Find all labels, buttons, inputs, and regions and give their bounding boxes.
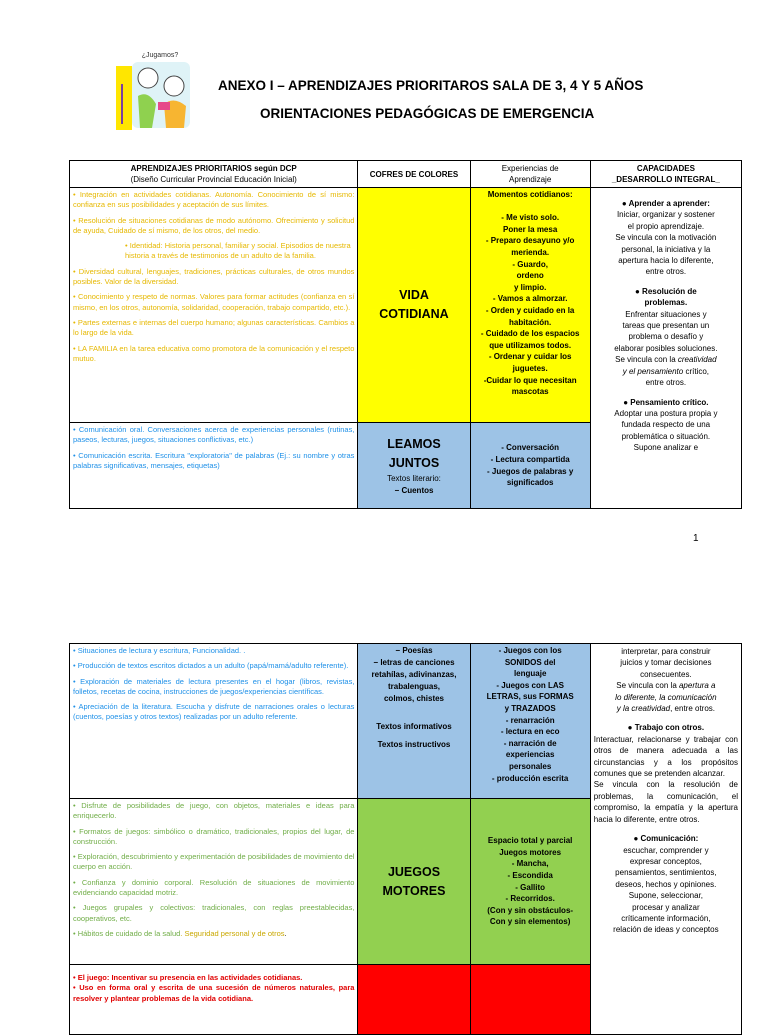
experiencias-leamos: - Conversación - Lectura compartida - Juegos de palabras y significados	[470, 423, 590, 509]
table-page-1	[69, 160, 742, 509]
document-title: ANEXO I – APRENDIZAJES PRIORITAROS SALA DE 3, 4 Y 5 AÑOS	[218, 78, 644, 93]
list-item: • Partes externas e internas del cuerpo humano; algunas características. Cambios a lo largo de la vida.	[73, 317, 355, 338]
col-header-cofres: COFRES DE COLORES	[358, 161, 470, 188]
experiencias-matematica	[470, 965, 590, 1035]
experiencias-leamos2: - Juegos con los SONIDOS del lenguaje - Juegos con LAS LETRAS, sus FORMAS y TRAZADOS - renarración - lectura en eco - narración de experiencias personales - producción escrita	[470, 644, 590, 799]
list-item: • Apreciación de la literatura. Escucha y disfrute de narraciones orales o lecturas (cuentos, poesías y otros textos) realizadas por un adulto referente.	[73, 702, 355, 722]
list-item: • Exploración, descubrimiento y experimentación de posibilidades de movimiento del cuerpo en acción.	[73, 852, 355, 872]
table-header-row	[70, 161, 742, 188]
cofre-juegos-motores: JUEGOS MOTORES	[358, 799, 470, 965]
document-subtitle: ORIENTACIONES PEDAGÓGICAS DE EMERGENCIA	[260, 106, 595, 121]
list-item: • Integración en actividades cotidianas. Autonomía. Conocimiento de sí mismo: confianza en sus posibilidades y aceptación de sus límites.	[73, 190, 355, 210]
aprendizajes-leamos-list	[70, 423, 358, 509]
capacidades-page-1: ● Aprender a aprender: Iniciar, organizar y sostener el propio aprendizaje. Se vincula con la motivación personal, la iniciativa y la apertura hacia lo diferente, entre otros. ● Resolución de problemas. Enfrentar situaciones y tareas que presentan un problema o desafío y elaborar posibles soluciones. Se vincula con la creatividad y el pensamiento crítico, entre otros. ● Pensamiento crítico. Adoptar una postura propia y fundada respecto de una problemática o situación. Supone analizar e	[590, 188, 741, 509]
experiencias-juegos: Espacio total y parcial Juegos motores - Mancha, - Escondida - Gallito - Recorridos. (Con y sin obstáculos- Con y sin elementos)	[470, 799, 590, 965]
list-item: • Resolución de situaciones cotidianas de modo autónomo. Ofrecimiento y solicitud de ayuda, Cuidado de sí mismo, de los otros, del medio.	[73, 215, 355, 235]
col-header-aprendizajes: APRENDIZAJES PRIORITARIOS según DCP (Diseño Curricular Provincial Educación Inicial)	[70, 161, 358, 188]
cofre-leamos-juntos: LEAMOS JUNTOS Textos literario: − Cuentos	[358, 423, 470, 509]
page-number: 1	[693, 533, 699, 544]
list-item: • Comunicación oral. Conversaciones acerca de experiencias personales (rutinas, paseos, lecturas, juegos, situaciones conflictivas, etc.)	[73, 425, 355, 445]
aprendizajes-juegos-list	[70, 799, 358, 965]
svg-text:¿Jugamos?: ¿Jugamos?	[141, 52, 179, 59]
list-item: • Exploración de materiales de lectura presentes en el hogar (libros, revistas, folletos, recetas de cocina, instrucciones de juegos/experiencias científicas.	[73, 676, 355, 696]
capacidades-page-2: interpretar, para construir juicios y tomar decisiones consecuentes. Se vincula con la apertura a lo diferente, la comunicación y la creatividad, entre otros. ● Trabajo con otros. Interactuar, relacionarse y trabajar con otros de manera adecuada a las circunstancias y a los propósitos comunes que se pretenden alcanzar. Se vincula con la resolución de problemas, la comunicación, el compromiso, la empatía y la apertura hacia lo diferente, entre otros. ● Comunicación: escuchar, comprender y expresar conceptos, pensamientos, sentimientos, deseos, hechos y opiniones. Supone, seleccionar, procesar y analizar críticamente información, relación de ideas y conceptos	[590, 644, 741, 1035]
list-item: • Uso en forma oral y escrita de una sucesión de números naturales, para resolver y plantear problemas de la vida cotidiana.	[73, 983, 355, 1003]
aprendizajes-mate-list	[70, 965, 358, 1035]
col-header-capacidades: CAPACIDADES _DESARROLLO INTEGRAL_	[590, 161, 741, 188]
cofre-matematica	[358, 965, 470, 1035]
list-item: • Producción de textos escritos dictados a un adulto (papá/mamá/adulto referente).	[73, 661, 349, 671]
list-item: • Formatos de juegos: simbólico o dramático, tradicionales, propios del lugar, de construcción.	[73, 826, 355, 846]
aprendizajes-vida-list	[70, 188, 358, 423]
cofre-vida-cotidiana: VIDA COTIDIANA	[358, 188, 470, 423]
list-item: • Situaciones de lectura y escritura, Funcionalidad. .	[73, 646, 246, 655]
experiencias-vida: Momentos cotidianos: - Me visto solo. Poner la mesa - Preparo desayuno y/o merienda. - Guardo, ordeno y limpio. - Vamos a almorzar. - Orden y cuidado en la habitación. - Cuidado de los espacios que utilizamos todos. - Ordenar y cuidar los juguetes. -Cuidar lo que necesitan mascotas	[470, 188, 590, 423]
table-row-leamos-cont	[70, 644, 742, 799]
list-item: • LA FAMILIA en la tarea educativa como promotora de la comunicación y el respeto mutuo.	[73, 343, 355, 363]
cofre-leamos-textos: − Poesías − letras de canciones retahílas, adivinanzas, trabalenguas, colmos, chistes Textos informativos Textos instructivos	[358, 644, 470, 799]
col-header-experiencias: Experiencias de Aprendizaje	[470, 161, 590, 188]
list-item: • Conocimiento y respeto de normas. Valores para formar actitudes (confianza en sí mismo, en los otros, autonomía, solidaridad, cooperación, trabajo compartido, etc.).	[73, 292, 355, 312]
list-item: • Identidad: Historia personal, familiar y social. Episodios de nuestra historia a través de testimonios de un adulto de la familia.	[125, 241, 351, 261]
list-item: • Diversidad cultural, lenguajes, tradiciones, prácticas culturales, de otros mundos posibles. Valor de la diversidad.	[73, 266, 355, 287]
aprendizajes-leamos2-list	[70, 644, 358, 799]
list-item: • Hábitos de cuidado de la salud. Seguridad personal y de otros.	[73, 928, 287, 938]
logo	[112, 44, 202, 134]
list-item: • Comunicación escrita. Escritura "exploratoria" de palabras (Ej.: su nombre y otras palabras significativas, mensajes, etiquetas)	[73, 450, 355, 470]
table-page-2	[69, 643, 742, 1035]
list-item: • El juego: Incentivar su presencia en las actividades cotidianas.	[73, 973, 303, 982]
list-item: • Confianza y dominio corporal. Resolución de situaciones de movimiento evidenciando capacidad motriz.	[73, 877, 355, 898]
list-item: • Disfrute de posibilidades de juego, con objetos, materiales e ideas para enriquecerlo.	[73, 801, 355, 821]
table-row-vida-cotidiana	[70, 188, 742, 423]
list-item: • Juegos grupales y colectivos: tradicionales, con reglas preestablecidas, cooperativos, etc.	[73, 903, 355, 923]
